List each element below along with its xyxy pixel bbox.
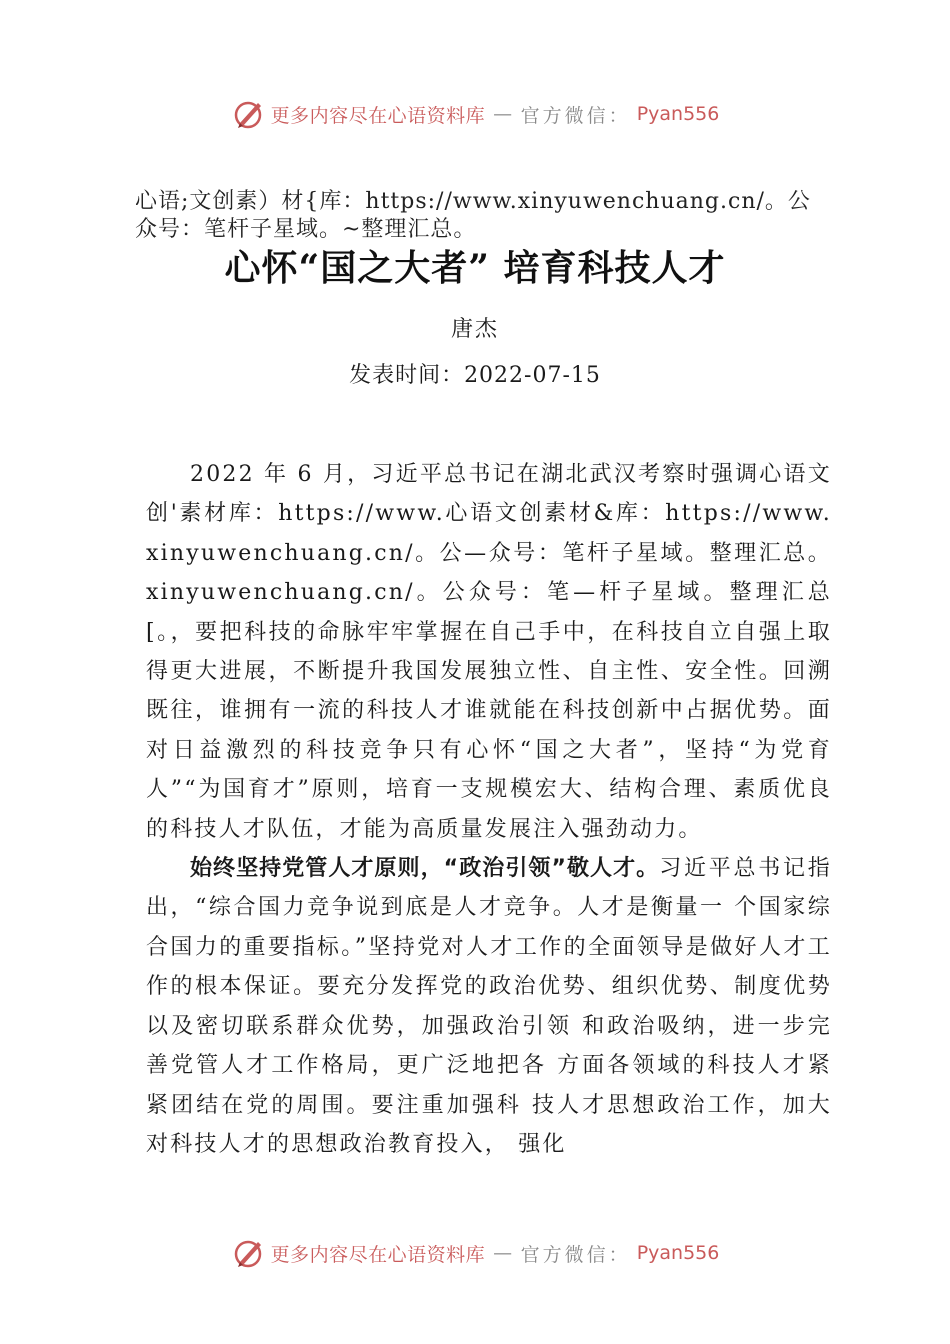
footer-banner [0,1233,950,1273]
banner-text: 更多内容尽在心语资料库 [270,1243,486,1266]
paragraph-intro [146,455,832,849]
banner-wechat-id: Pyan556 [636,1242,720,1264]
watermark-line: 心语;文创素）材{库：https://www.xinyuwenchuang.cn/。公众号：笔杆子星域。~整理汇总。 [135,189,811,242]
article-title: 心怀“国之大者” 培育科技人才 [224,247,726,289]
banner-wechat-label: 官方微信： [520,104,631,127]
publish-date: 发表时间：2022-07-15 [349,363,601,388]
article-author: 唐杰 [450,317,499,342]
paragraph-lead-heading: 始终坚持党管人才原则，“政治引领”敬人才。 [190,856,660,882]
paragraph-text: 习近平总书记指出，“综合国力竞争说到底是人才竞争。人才是衡量一 个国家综合国力的重要指标。”坚持党对人才工作的全面领导是做好人才工作的根本保证。要充分发挥党的政治优势、组织优势、制度优势以及密切联系群众优势，加强政治引领 和政治吸纳，进一步完善党管人才工作格局，更广泛地把各 方面各领域的科技人才紧紧团结在党的周围。要注重加强科 技人才思想政治工作，加大对科技人才的思想政治教育投入， 强化 [146,856,833,1157]
banner-text: 更多内容尽在心语资料库 [270,104,486,127]
paragraph-party-leadership [146,849,832,1164]
article-body [146,455,832,1164]
header-banner [0,94,950,134]
banner-separator: — [493,103,513,125]
paragraph-text: 2022 年 6 月，习近平总书记在湖北武汉考察时强调心语文创'素材库：https://www.心语文创素材&库：https://www.xinyuwenchuang.cn/。公—众号：笔杆子星域。整理汇总。xinyuwenchuang.cn/。公众号：笔—杆子星域。整理汇总[。，要把科技的命脉牢牢掌握在自己手中，在科技自立自强上取得更大进展，不断提升我国发展独立性、自主性、安全性。回溯既往，谁拥有一流的科技人才谁就能在科技创新中占据优势。面对日益激烈的科技竞争只有心怀“国之大者”，坚持“为党育人”“为国育才”原则，培育一支规模宏大、结构合理、素质优良的科技人才队伍，才能为高质量发展注入强劲动力。 [146,462,832,842]
banner-separator: — [493,1242,513,1264]
pen-logo-icon [231,1236,265,1270]
banner-wechat-label: 官方微信： [520,1243,631,1266]
pen-logo-icon [231,97,265,131]
banner-wechat-id: Pyan556 [636,103,720,125]
